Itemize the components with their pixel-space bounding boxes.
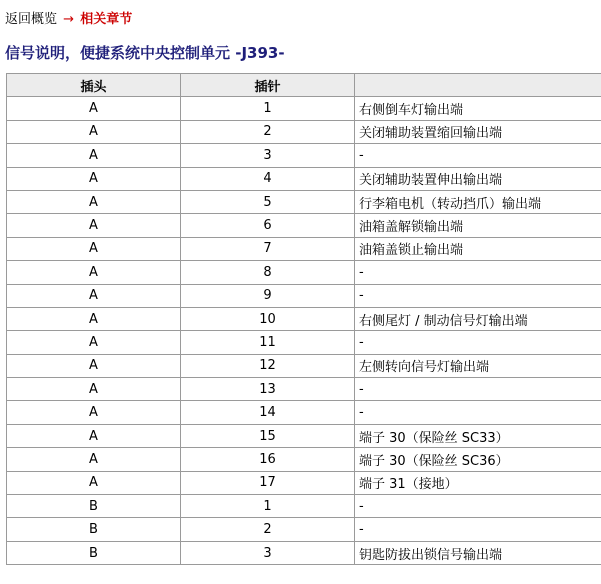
arrow-right-icon: → — [63, 12, 75, 27]
cell-description: 右侧尾灯 / 制动信号灯输出端 — [355, 307, 601, 330]
cell-description: - — [355, 378, 601, 401]
cell-pin: 3 — [181, 144, 355, 167]
cell-pin: 3 — [181, 541, 355, 564]
table-row — [7, 448, 601, 471]
table-row — [7, 401, 601, 424]
table-row — [7, 307, 601, 330]
table-row — [7, 214, 601, 237]
cell-connector: A — [7, 424, 181, 447]
table-row — [7, 518, 601, 541]
cell-connector: A — [7, 214, 181, 237]
cell-pin: 7 — [181, 237, 355, 260]
table-row — [7, 190, 601, 213]
table-row — [7, 378, 601, 401]
cell-description: - — [355, 331, 601, 354]
cell-description: - — [355, 518, 601, 541]
cell-pin: 10 — [181, 307, 355, 330]
cell-connector: A — [7, 378, 181, 401]
cell-description: 油箱盖锁止输出端 — [355, 237, 601, 260]
cell-pin: 2 — [181, 518, 355, 541]
table-row — [7, 97, 601, 120]
cell-description: 关闭辅助装置缩回输出端 — [355, 120, 601, 143]
cell-connector: A — [7, 354, 181, 377]
related-chapters-link[interactable]: 相关章节 — [80, 12, 133, 27]
cell-pin: 14 — [181, 401, 355, 424]
cell-connector: B — [7, 518, 181, 541]
cell-pin: 2 — [181, 120, 355, 143]
table-header-row — [7, 74, 601, 97]
table-row — [7, 354, 601, 377]
cell-pin: 1 — [181, 495, 355, 518]
cell-description: - — [355, 401, 601, 424]
table-row — [7, 495, 601, 518]
table-row — [7, 471, 601, 494]
cell-description: - — [355, 144, 601, 167]
cell-connector: A — [7, 331, 181, 354]
cell-pin: 9 — [181, 284, 355, 307]
cell-pin: 5 — [181, 190, 355, 213]
cell-connector: A — [7, 97, 181, 120]
cell-connector: B — [7, 495, 181, 518]
page-title: 信号说明，便捷系统中央控制单元 -J393- — [5, 44, 285, 62]
cell-pin: 11 — [181, 331, 355, 354]
cell-pin: 17 — [181, 471, 355, 494]
cell-connector: A — [7, 401, 181, 424]
cell-pin: 6 — [181, 214, 355, 237]
header-description — [355, 74, 601, 97]
cell-description: 右侧倒车灯输出端 — [355, 97, 601, 120]
cell-connector: B — [7, 541, 181, 564]
cell-connector: A — [7, 144, 181, 167]
cell-description: - — [355, 495, 601, 518]
cell-description: 关闭辅助装置伸出输出端 — [355, 167, 601, 190]
cell-connector: A — [7, 190, 181, 213]
cell-connector: A — [7, 237, 181, 260]
cell-description: 端子 30（保险丝 SC36） — [355, 448, 601, 471]
back-to-overview-link[interactable]: 返回概览 — [5, 12, 58, 27]
table-row — [7, 331, 601, 354]
pin-assignment-table — [6, 73, 601, 565]
cell-description: - — [355, 261, 601, 284]
cell-pin: 12 — [181, 354, 355, 377]
cell-description: 端子 31（接地） — [355, 471, 601, 494]
table-row — [7, 424, 601, 447]
cell-connector: A — [7, 307, 181, 330]
table-row — [7, 261, 601, 284]
table-row — [7, 144, 601, 167]
cell-connector: A — [7, 167, 181, 190]
cell-pin: 4 — [181, 167, 355, 190]
header-connector: 插头 — [7, 74, 181, 97]
cell-description: 左侧转向信号灯输出端 — [355, 354, 601, 377]
table-row — [7, 167, 601, 190]
cell-description: 端子 30（保险丝 SC33） — [355, 424, 601, 447]
table-row — [7, 120, 601, 143]
cell-pin: 13 — [181, 378, 355, 401]
cell-description: - — [355, 284, 601, 307]
cell-pin: 8 — [181, 261, 355, 284]
cell-pin: 15 — [181, 424, 355, 447]
table-row — [7, 237, 601, 260]
breadcrumb — [5, 8, 132, 27]
cell-connector: A — [7, 120, 181, 143]
cell-pin: 1 — [181, 97, 355, 120]
cell-connector: A — [7, 471, 181, 494]
cell-connector: A — [7, 261, 181, 284]
table-row — [7, 284, 601, 307]
cell-description: 钥匙防拔出锁信号输出端 — [355, 541, 601, 564]
cell-description: 行李箱电机（转动挡爪）输出端 — [355, 190, 601, 213]
cell-pin: 16 — [181, 448, 355, 471]
cell-connector: A — [7, 284, 181, 307]
cell-description: 油箱盖解锁输出端 — [355, 214, 601, 237]
table-row — [7, 541, 601, 564]
header-pin: 插针 — [181, 74, 355, 97]
cell-connector: A — [7, 448, 181, 471]
